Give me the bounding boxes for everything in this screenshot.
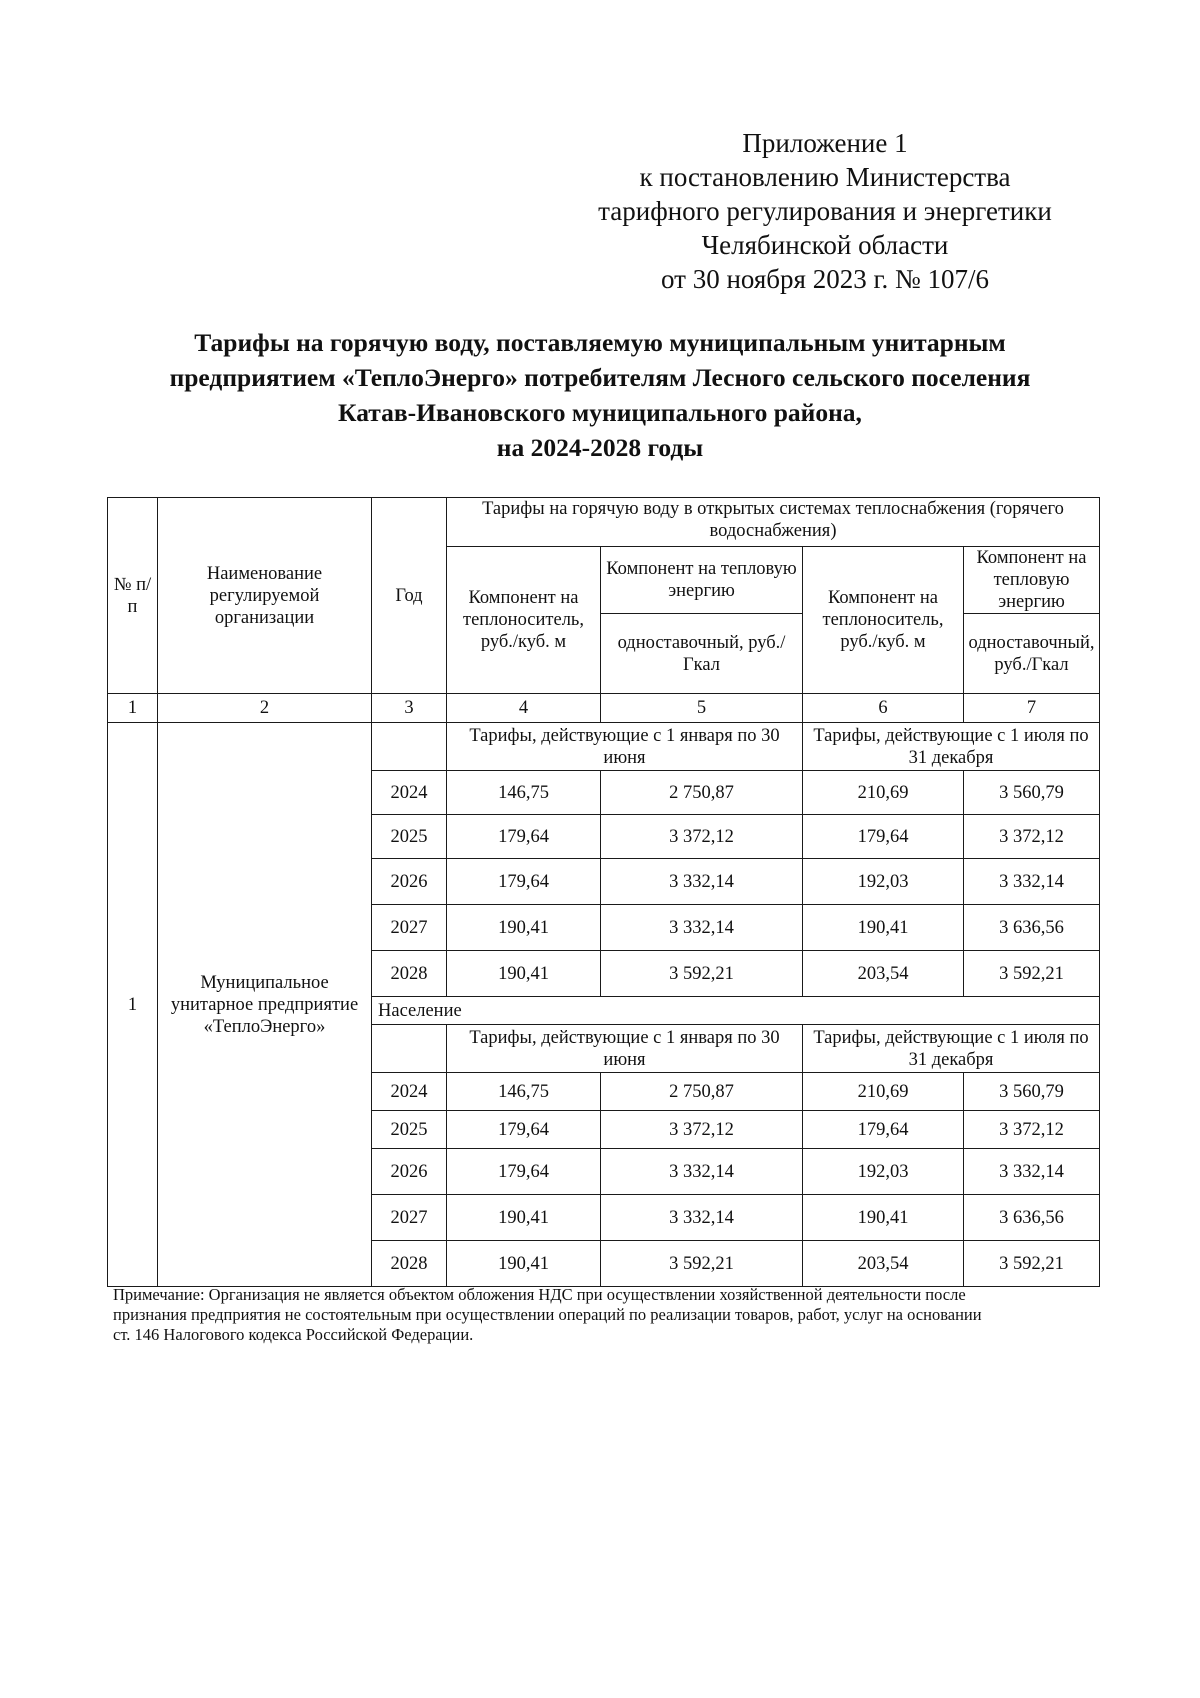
title-line: Катав-Ивановского муниципального района, bbox=[338, 398, 862, 427]
year-cell: 2024 bbox=[372, 1073, 447, 1111]
year-cell: 2025 bbox=[372, 815, 447, 859]
value-cell: 203,54 bbox=[803, 951, 964, 997]
year-cell: 2027 bbox=[372, 1195, 447, 1241]
title-line: предприятием «ТеплоЭнерго» потребителям Лесного сельского поселения bbox=[169, 363, 1031, 392]
period-header-jan-jun: Тарифы, действующие с 1 января по 30 июня bbox=[447, 1025, 803, 1073]
value-cell: 3 332,14 bbox=[601, 1149, 803, 1195]
title-line: Тарифы на горячую воду, поставляемую муниципальным унитарным bbox=[194, 328, 1006, 357]
value-cell: 3 592,21 bbox=[964, 951, 1100, 997]
value-cell: 192,03 bbox=[803, 859, 964, 905]
value-cell: 3 372,12 bbox=[601, 1111, 803, 1149]
value-cell: 3 592,21 bbox=[601, 951, 803, 997]
value-cell: 190,41 bbox=[803, 1195, 964, 1241]
value-cell: 3 372,12 bbox=[964, 1111, 1100, 1149]
value-cell: 179,64 bbox=[447, 1149, 601, 1195]
value-cell: 3 372,12 bbox=[964, 815, 1100, 859]
year-cell: 2026 bbox=[372, 1149, 447, 1195]
title-line: на 2024-2028 годы bbox=[496, 433, 704, 462]
value-cell: 3 560,79 bbox=[964, 771, 1100, 815]
value-cell: 3 372,12 bbox=[601, 815, 803, 859]
value-cell: 179,64 bbox=[447, 859, 601, 905]
value-cell: 3 332,14 bbox=[964, 859, 1100, 905]
value-cell: 2 750,87 bbox=[601, 1073, 803, 1111]
value-cell: 3 592,21 bbox=[601, 1241, 803, 1287]
footnote bbox=[113, 1285, 1098, 1345]
value-cell: 210,69 bbox=[803, 1073, 964, 1111]
year-cell: 2028 bbox=[372, 1241, 447, 1287]
header-single-rate: одноставочный, руб./Гкал bbox=[601, 614, 803, 694]
value-cell: 203,54 bbox=[803, 1241, 964, 1287]
value-cell: 146,75 bbox=[447, 771, 601, 815]
header-comp-carrier: Компонент на теплоноситель, руб./куб. м bbox=[803, 547, 964, 694]
period-header-jul-dec: Тарифы, действующие с 1 июля по 31 декабря bbox=[803, 1025, 1100, 1073]
period-header-jan-jun: Тарифы, действующие с 1 января по 30 июня bbox=[447, 723, 803, 771]
year-cell: 2026 bbox=[372, 859, 447, 905]
appendix-line: к постановлению Министерства bbox=[639, 162, 1011, 192]
value-cell: 2 750,87 bbox=[601, 771, 803, 815]
value-cell: 179,64 bbox=[447, 815, 601, 859]
empty-cell bbox=[372, 1025, 447, 1073]
appendix-header bbox=[560, 126, 1090, 296]
header-single-rate: одноставочный, руб./Гкал bbox=[964, 614, 1100, 694]
col-number: 2 bbox=[158, 694, 372, 723]
year-cell: 2028 bbox=[372, 951, 447, 997]
value-cell: 3 332,14 bbox=[601, 905, 803, 951]
header-group: Тарифы на горячую воду в открытых системах теплоснабжения (горячего водоснабжения) bbox=[447, 498, 1100, 547]
value-cell: 190,41 bbox=[447, 1195, 601, 1241]
value-cell: 190,41 bbox=[447, 905, 601, 951]
col-number: 3 bbox=[372, 694, 447, 723]
row-number: 1 bbox=[108, 723, 158, 1287]
tariff-table bbox=[107, 497, 1100, 1287]
value-cell: 3 592,21 bbox=[964, 1241, 1100, 1287]
value-cell: 190,41 bbox=[803, 905, 964, 951]
appendix-line: тарифного регулирования и энергетики bbox=[598, 196, 1052, 226]
value-cell: 190,41 bbox=[447, 1241, 601, 1287]
value-cell: 3 332,14 bbox=[601, 1195, 803, 1241]
value-cell: 3 636,56 bbox=[964, 905, 1100, 951]
value-cell: 146,75 bbox=[447, 1073, 601, 1111]
empty-cell bbox=[372, 723, 447, 771]
header-year: Год bbox=[372, 498, 447, 694]
col-number: 7 bbox=[964, 694, 1100, 723]
year-cell: 2027 bbox=[372, 905, 447, 951]
year-cell: 2024 bbox=[372, 771, 447, 815]
appendix-line: Приложение 1 bbox=[742, 128, 908, 158]
header-comp-heat: Компонент на тепловую энергию bbox=[601, 547, 803, 614]
value-cell: 192,03 bbox=[803, 1149, 964, 1195]
value-cell: 3 560,79 bbox=[964, 1073, 1100, 1111]
footnote-line: ст. 146 Налогового кодекса Российской Федерации. bbox=[113, 1325, 474, 1344]
header-num: № п/п bbox=[108, 498, 158, 694]
col-number: 1 bbox=[108, 694, 158, 723]
footnote-line: Примечание: Организация не является объектом обложения НДС при осуществлении хозяйственной деятельности после bbox=[113, 1285, 966, 1304]
header-comp-carrier: Компонент на теплоноситель, руб./куб. м bbox=[447, 547, 601, 694]
col-number: 4 bbox=[447, 694, 601, 723]
value-cell: 3 332,14 bbox=[964, 1149, 1100, 1195]
footnote-line: признания предприятия не состоятельным при осуществлении операций по реализации товаров, работ, услуг на основании bbox=[113, 1305, 982, 1324]
population-label: Население bbox=[372, 997, 1100, 1025]
value-cell: 210,69 bbox=[803, 771, 964, 815]
value-cell: 3 332,14 bbox=[601, 859, 803, 905]
value-cell: 179,64 bbox=[803, 1111, 964, 1149]
appendix-line: от 30 ноября 2023 г. № 107/6 bbox=[661, 264, 989, 294]
org-name: Муниципальное унитарное предприятие «ТеплоЭнерго» bbox=[158, 723, 372, 1287]
value-cell: 179,64 bbox=[803, 815, 964, 859]
document-title bbox=[100, 325, 1100, 465]
value-cell: 3 636,56 bbox=[964, 1195, 1100, 1241]
col-number: 5 bbox=[601, 694, 803, 723]
value-cell: 190,41 bbox=[447, 951, 601, 997]
col-number: 6 bbox=[803, 694, 964, 723]
year-cell: 2025 bbox=[372, 1111, 447, 1149]
header-comp-heat: Компонент на тепловую энергию bbox=[964, 547, 1100, 614]
value-cell: 179,64 bbox=[447, 1111, 601, 1149]
header-org: Наименование регулируемой организации bbox=[158, 498, 372, 694]
appendix-line: Челябинской области bbox=[701, 230, 949, 260]
period-header-jul-dec: Тарифы, действующие с 1 июля по 31 декабря bbox=[803, 723, 1100, 771]
